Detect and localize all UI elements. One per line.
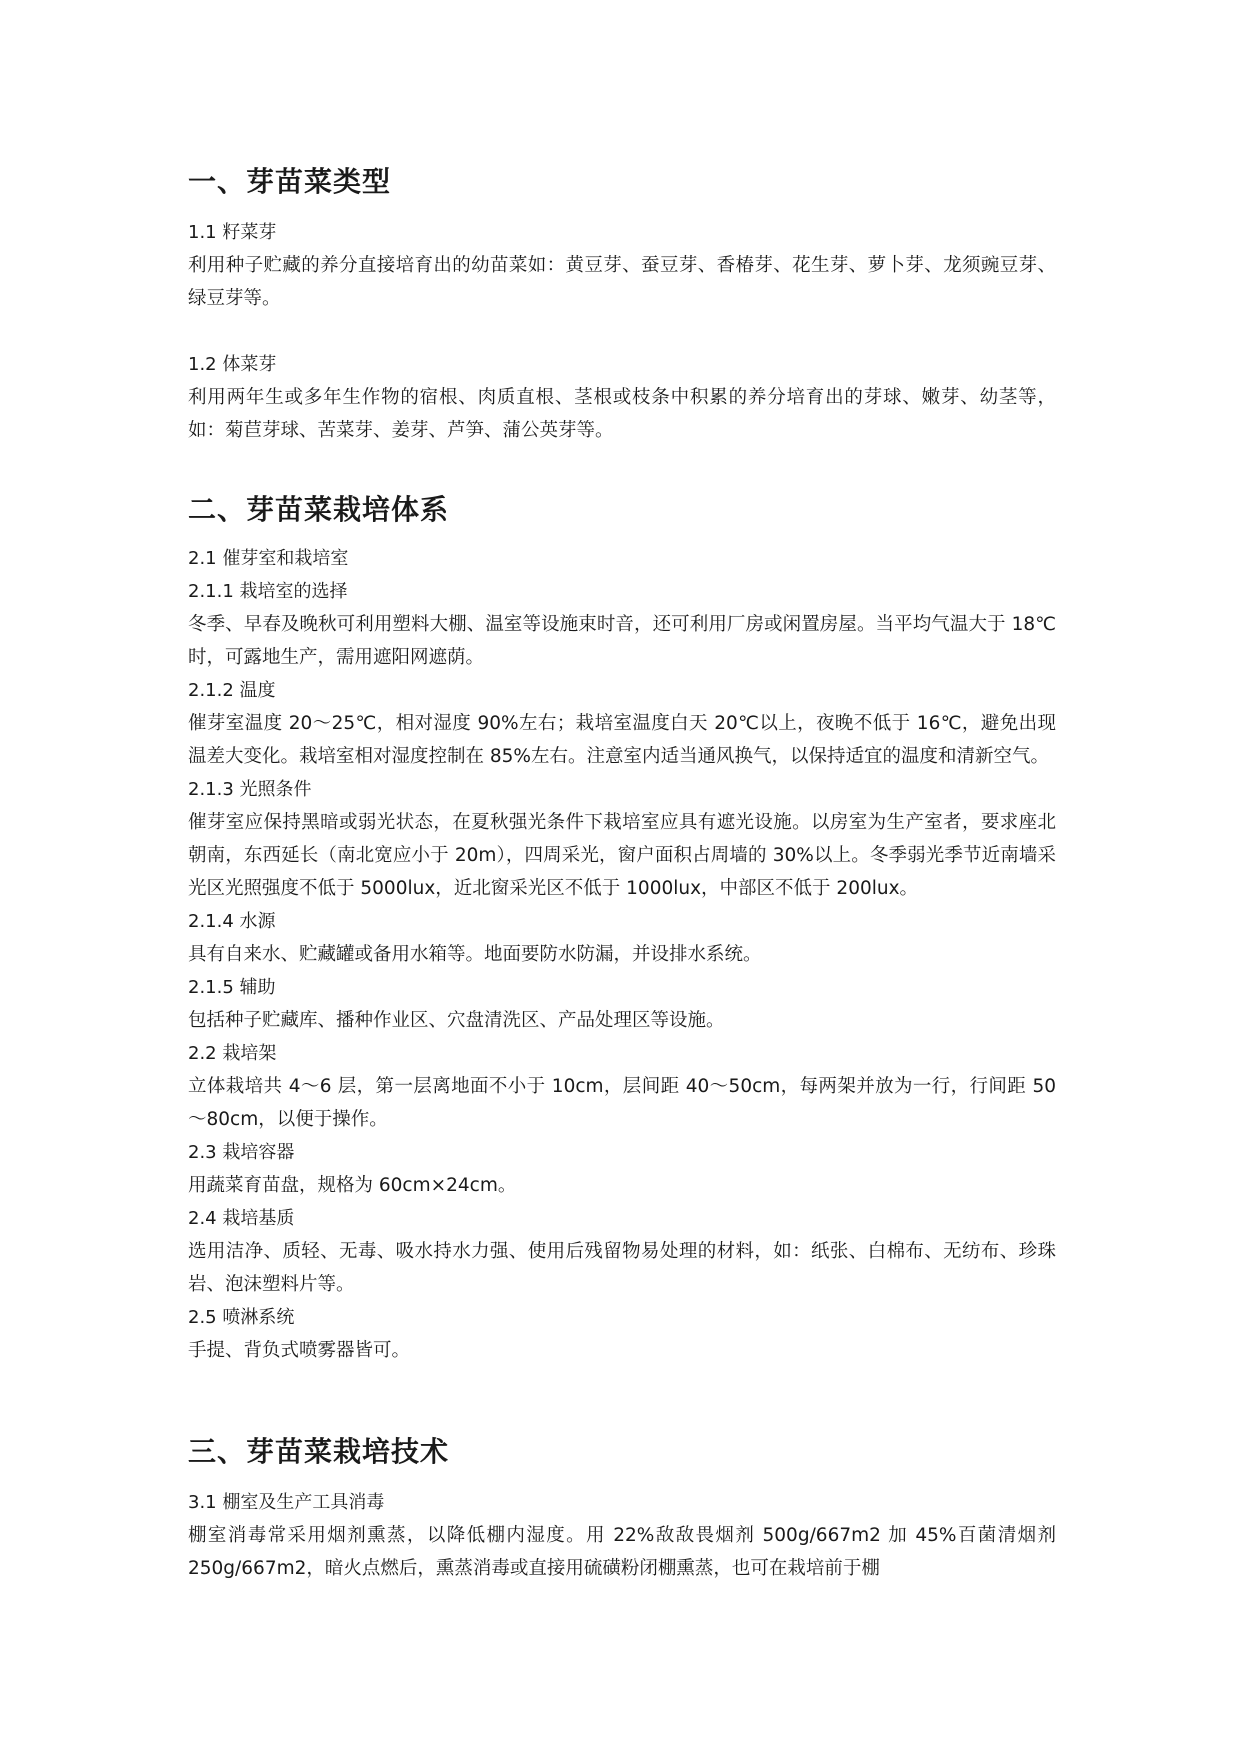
subheading-2-4: 2.4 栽培基质 (188, 1208, 295, 1229)
section-title-2: 二、芽苗菜栽培体系 (188, 493, 450, 526)
spacer (188, 315, 1056, 348)
section-title-3: 三、芽苗菜栽培技术 (188, 1435, 450, 1468)
paragraph-2-5: 手提、背负式喷雾器皆可。 (188, 1340, 411, 1361)
subheading-2-3: 2.3 栽培容器 (188, 1142, 295, 1163)
section-body-3 (188, 1486, 1056, 1585)
paragraph-2-1-4: 具有自来水、贮藏罐或备用水箱等。地面要防水防漏，并设排水系统。 (188, 944, 762, 965)
subheading-2-1-4: 2.1.4 水源 (188, 911, 276, 932)
section-body-1 (188, 216, 1056, 447)
paragraph-2-3: 用蔬菜育苗盘，规格为 60cm×24cm。 (188, 1175, 517, 1196)
paragraph-2-4: 选用洁净、质轻、无毒、吸水持水力强、使用后残留物易处理的材料，如：纸张、白棉布、无纺布、珍珠岩、泡沫塑料片等。 (188, 1241, 1056, 1295)
subheading-2-5: 2.5 喷淋系统 (188, 1307, 295, 1328)
paragraph-2-1-5: 包括种子贮藏库、播种作业区、穴盘清洗区、产品处理区等设施。 (188, 1010, 725, 1031)
subheading-2-2: 2.2 栽培架 (188, 1043, 277, 1064)
subheading-2-1-3: 2.1.3 光照条件 (188, 779, 312, 800)
subheading-2-1-1: 2.1.1 栽培室的选择 (188, 581, 348, 602)
subheading-1-1: 1.1 籽菜芽 (188, 222, 277, 243)
subheading-2-1: 2.1 催芽室和栽培室 (188, 548, 349, 569)
section-body-2 (188, 542, 1056, 1367)
subheading-1-2: 1.2 体菜芽 (188, 354, 277, 375)
paragraph-2-1-3: 催芽室应保持黑暗或弱光状态，在夏秋强光条件下栽培室应具有遮光设施。以房室为生产室者，要求座北朝南，东西延长（南北宽应小于 20m），四周采光，窗户面积占周墙的 30%以上。冬季弱光季节近南墙采光区光照强度不低于 5000lux，近北窗采光区不低于 1000lux，中部区不低于 200lux。 (188, 812, 1056, 899)
subheading-2-1-2: 2.1.2 温度 (188, 680, 276, 701)
paragraph-2-1-2: 催芽室温度 20～25℃，相对湿度 90%左右；栽培室温度白天 20℃以上，夜晚不低于 16℃，避免出现温差大变化。栽培室相对湿度控制在 85%左右。注意室内适当通风换气，以保持适宜的温度和清新空气。 (188, 713, 1056, 767)
paragraph-2-2: 立体栽培共 4～6 层，第一层离地面不小于 10cm，层间距 40～50cm，每两架并放为一行，行间距 50～80cm，以便于操作。 (188, 1076, 1056, 1130)
paragraph-1-1: 利用种子贮藏的养分直接培育出的幼苗菜如：黄豆芽、蚕豆芽、香椿芽、花生芽、萝卜芽、龙须豌豆芽、绿豆芽等。 (188, 255, 1056, 309)
subheading-3-1: 3.1 棚室及生产工具消毒 (188, 1492, 385, 1513)
paragraph-2-1-1: 冬季、早春及晚秋可利用塑料大棚、温室等设施束时音，还可利用厂房或闲置房屋。当平均气温大于 18℃时，可露地生产，需用遮阳网遮荫。 (188, 614, 1056, 668)
paragraph-3-1: 棚室消毒常采用烟剂熏蒸，以降低棚内湿度。用 22%敌敌畏烟剂 500g/667m2 加 45%百菌清烟剂 250g/667m2，暗火点燃后，熏蒸消毒或直接用硫磺粉闭棚熏蒸，也可在栽培前于棚 (188, 1525, 1056, 1579)
subheading-2-1-5: 2.1.5 辅助 (188, 977, 276, 998)
section-title-1: 一、芽苗菜类型 (188, 165, 392, 198)
paragraph-1-2: 利用两年生或多年生作物的宿根、肉质直根、茎根或枝条中积累的养分培育出的芽球、嫩芽、幼茎等，如：菊苣芽球、苦菜芽、姜芽、芦笋、蒲公英芽等。 (188, 387, 1056, 441)
